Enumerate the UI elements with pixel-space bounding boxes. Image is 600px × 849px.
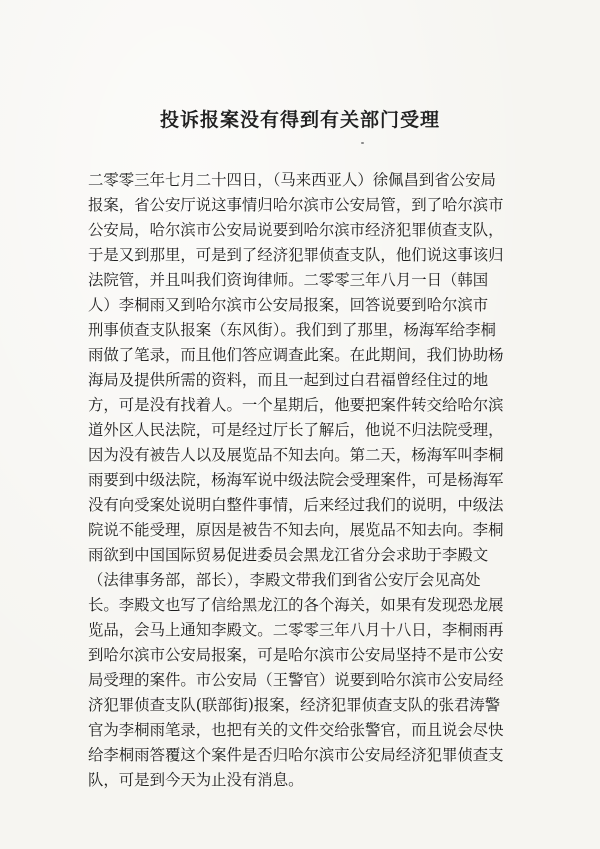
document-title: 投诉报案没有得到有关部门受理 [159, 109, 440, 131]
body-line: 览品，会马上通知李殿文。二零零三年八月十八日，李桐雨再 [88, 621, 504, 639]
body-line: 方，可是没有找着人。一个星期后，他要把案件转交给哈尔滨 [88, 396, 504, 414]
body-line: （法律事务部，部长），李殿文带我们到省公安厅会见高处 [88, 571, 481, 589]
body-line: 局受理的案件。市公安局（王警官）说要到哈尔滨市公安局经 [88, 671, 504, 689]
document-body [88, 168, 523, 793]
body-line: 济犯罪侦查支队(联部街)报案，经济犯罪侦查支队的张君涛警 [88, 696, 501, 714]
body-line: 人）李桐雨又到哈尔滨市公安局报案，回答说要到哈尔滨市 [88, 296, 489, 314]
body-line: 没有向受案处说明白整件事情，后来经过我们的说明，中级法 [88, 496, 504, 514]
body-line: 公安局，哈尔滨市公安局说要到哈尔滨市经济犯罪侦查支队， [88, 221, 504, 239]
body-line: 给李桐雨答覆这个案件是否归哈尔滨市公安局经济犯罪侦查支 [88, 746, 504, 764]
body-line: 长。李殿文也写了信给黑龙江的各个海关，如果有发现恐龙展 [88, 596, 504, 614]
body-line: 雨欲到中国国际贸易促进委员会黑龙江省分会求助于李殿文 [88, 546, 489, 564]
body-line: 因为没有被告人以及展览品不知去向。第二天，杨海军叫李桐 [88, 446, 504, 464]
body-line: 雨要到中级法院，杨海军说中级法院会受理案件，可是杨海军 [88, 471, 504, 489]
body-line: 队，可是到今天为止没有消息。 [88, 771, 304, 789]
body-line: 于是又到那里，可是到了经济犯罪侦查支队，他们说这事该归 [88, 246, 504, 264]
stray-mark [361, 142, 364, 144]
body-line: 法院管，并且叫我们资询律师。二零零三年八月一日（韩国 [88, 271, 489, 289]
body-line: 雨做了笔录，而且他们答应调查此案。在此期间，我们协助杨 [88, 346, 504, 364]
body-line: 报案，省公安厅说这事情归哈尔滨市公安局管，到了哈尔滨市 [88, 196, 504, 214]
body-line: 到哈尔滨市公安局报案，可是哈尔滨市公安局坚持不是市公安 [88, 646, 504, 664]
body-line: 道外区人民法院，可是经过厅长了解后，他说不归法院受理， [88, 421, 504, 439]
body-line: 官为李桐雨笔录，也把有关的文件交给张警官，而且说会尽快 [88, 721, 504, 739]
body-line: 刑事侦查支队报案（东风街）。我们到了那里，杨海军给李桐 [88, 321, 496, 339]
body-line: 海局及提供所需的资料，而且一起到过白君福曾经住过的地 [88, 371, 489, 389]
body-line: 二零零三年七月二十四日，（马来西亚人）徐佩昌到省公安局 [88, 171, 496, 189]
body-line: 院说不能受理，原因是被告不知去向，展览品不知去向。李桐 [88, 521, 504, 539]
